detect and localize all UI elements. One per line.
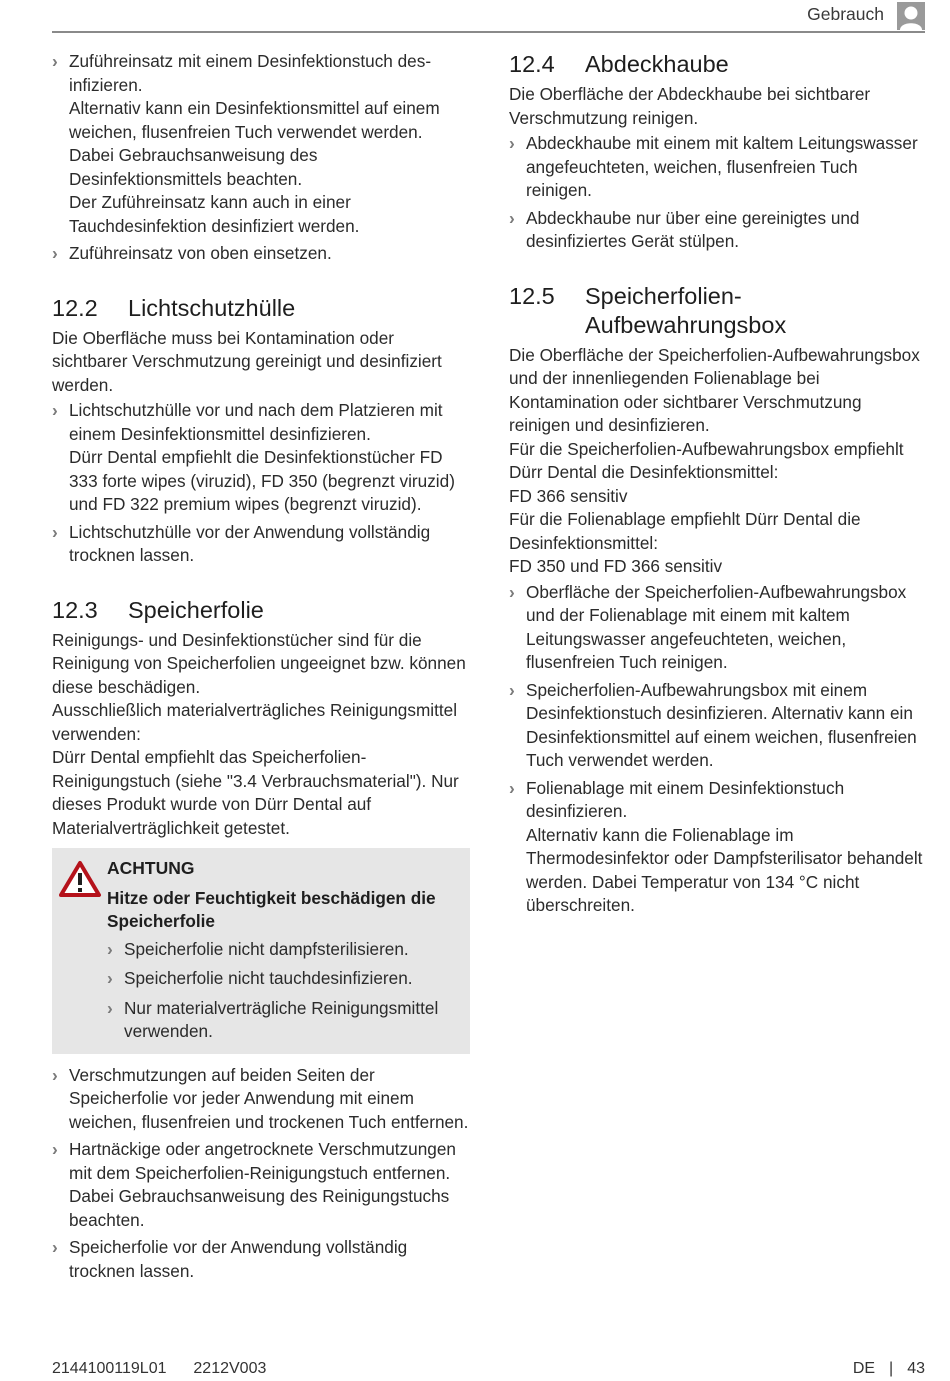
warning-heading: Hitze oder Feuchtigkeit beschädigen die Speicherfolie	[107, 887, 436, 931]
footer-separator: |	[889, 1360, 894, 1377]
list-item	[509, 777, 925, 918]
warning-triangle-icon	[58, 860, 102, 898]
section-number: 12.2	[52, 294, 98, 321]
list-item: › Verschmutzungen auf beiden Seiten der Speicherfolie vor jeder Anwendung mit einem weichen, flusenfreien und trockenen Tuch entfernen.	[52, 1064, 470, 1135]
bullet-text: Speicherfolien-Aufbewahrungsbox mit einem Desinfektionstuch desinfizieren. Alternativ kann ein Desinfektionsmittel auf einem weichen, flusenfreien Tuch verwendet werden.	[526, 679, 917, 770]
header-rule	[52, 31, 925, 33]
bullet-note: Alternativ kann ein Desinfektionsmittel auf einem weichen, flusenfreien Tuch verwendet werden. Dabei Gebrauchsanweisung des Desinfektionsmittels beachten.	[69, 98, 440, 189]
bullet-text: Oberfläche der Speicherfolien-Aufbewahrungsbox und der Folienablage mit einem mit kaltem Leitungswasser angefeuchteten, weichen, flusenfreien Tuch reinigen.	[526, 581, 907, 672]
warning-list-item: › Speicherfolie nicht tauchdesinfizieren.	[107, 967, 458, 991]
section-title: Lichtschutzhülle	[128, 294, 296, 321]
paragraph: Reinigungs- und Desinfektionstücher sind für die Reinigung von Speicherfolien ungeeignet bzw. können diese beschädigen.	[52, 629, 466, 697]
section-intro: Die Oberfläche muss bei Kontamination oder sichtbarer Verschmutzung gereinigt und desinfiziert werden.	[52, 327, 442, 395]
section-title: Abdeckhaube	[585, 51, 729, 77]
bullet-note: Dürr Dental empfiehlt die Desinfektionstücher FD 333 forte wipes (viruzid), FD 350 (begrenzt viruzid) und FD 322 premium wipes (begrenzt viruzid).	[69, 447, 455, 514]
list-item	[509, 679, 925, 773]
section-heading-12-5	[509, 282, 925, 340]
right-column	[509, 50, 925, 922]
list-item	[52, 50, 470, 238]
warning-label: ACHTUNG	[107, 858, 195, 878]
section-intro: Die Oberfläche der Abdeckhaube bei sichtbarer Verschmutzung reinigen.	[509, 84, 871, 128]
bullet-text: Zuführeinsatz von oben einsetzen.	[69, 243, 332, 263]
section-heading-12-2	[52, 294, 470, 323]
list-item: › Abdeckhaube nur über eine gereinigtes und desinfiziertes Gerät stülpen.	[509, 207, 925, 254]
doc-number: 2144100119L01	[52, 1360, 167, 1377]
paragraph: FD 366 sensitiv	[509, 485, 628, 506]
paragraph: Für die Speicherfolien-Aufbewahrungsbox empfiehlt Dürr Dental die Desinfektionsmittel:	[509, 438, 904, 482]
language-code: DE	[852, 1360, 876, 1377]
list-item	[52, 242, 470, 266]
section-number: 12.4	[509, 51, 555, 77]
person-icon	[897, 2, 925, 30]
section-heading-12-4	[509, 50, 925, 79]
warning-box	[52, 848, 470, 1054]
section-heading-12-3	[52, 596, 470, 625]
bullet-text: Lichtschutzhülle vor und nach dem Platzieren mit einem Desinfektionsmittel desinfizieren.	[69, 400, 443, 444]
list-item: › Speicherfolie vor der Anwendung vollständig trocknen lassen.	[52, 1236, 470, 1283]
paragraph: FD 350 und FD 366 sensitiv	[509, 556, 723, 576]
bullet-text: Lichtschutzhülle vor der Anwendung vollständig trocknen lassen.	[69, 521, 431, 565]
list-item	[52, 521, 470, 568]
section-number: 12.3	[52, 596, 98, 623]
list-item	[509, 581, 925, 675]
section-title: Speicherfolie	[128, 596, 264, 623]
footer-page-info	[853, 1357, 925, 1381]
bullet-note: Alternativ kann die Folienablage im Thermodesinfektor oder Dampfsterilisator behandelt werden. Dabei Temperatur von 134 °C nicht überschreiten.	[526, 824, 923, 915]
list-item: › Abdeckhaube mit einem mit kaltem Leitungswasser angefeuchteten, weichen, flusenfreien Tuch reinigen.	[509, 132, 925, 203]
bullet-text: Folienablage mit einem Desinfektionstuch desinfizieren.	[526, 777, 845, 821]
list-item: › Hartnäckige oder angetrocknete Verschmutzungen mit dem Speicherfolien-Reinigungstuch entfernen. Dabei Gebrauchsanweisung des Reinigungstuchs beachten.	[52, 1138, 470, 1232]
bullet-text: Zuführeinsatz mit einem Desinfektionstuch desinfizieren.	[69, 51, 432, 95]
bullet-note: Der Zuführeinsatz kann auch in einer Tauchdesinfektion desinfiziert werden.	[69, 192, 360, 236]
running-header-title: Gebrauch	[807, 4, 884, 24]
page-number: 43	[907, 1360, 925, 1377]
section-number: 12.5	[509, 282, 555, 309]
doc-version: 2212V003	[193, 1360, 267, 1377]
paragraph: Für die Folienablage empfiehlt Dürr Dental die Desinfektionsmittel:	[509, 509, 861, 553]
section-title: Speicherfolien-Aufbewahrungsbox	[585, 282, 787, 338]
paragraph: Ausschließlich materialverträgliches Reinigungsmittel verwenden:	[52, 700, 458, 744]
paragraph: Dürr Dental empfiehlt das Speicherfolien-Reinigungstuch (siehe "3.4 Verbrauchsmaterial"). Nur dieses Produkt wurde von Dürr Dental auf Materialverträglichkeit getestet.	[52, 747, 459, 838]
footer-doc-id	[52, 1357, 266, 1381]
warning-list-item: › Speicherfolie nicht dampfsterilisieren.	[107, 938, 458, 962]
left-column	[52, 50, 470, 1287]
warning-list-item: › Nur materialverträgliche Reinigungsmittel verwenden.	[107, 997, 458, 1044]
paragraph: Die Oberfläche der Speicherfolien-Aufbewahrungsbox und der innenliegenden Folienablage bei Kontamination oder sichtbarer Verschmutzung reinigen und desinfizieren.	[509, 344, 920, 435]
list-item	[52, 399, 470, 517]
